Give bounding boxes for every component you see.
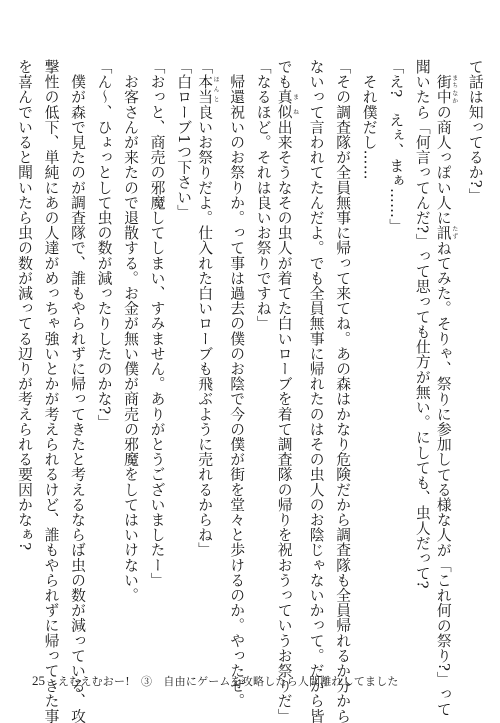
- text-column: を喜んでいると聞いたら虫の数が減ってる辺りが考えられる要因かなぁ?: [16, 59, 33, 551]
- running-title: えむえむおー! ③ 自由にゲームを攻略したら人間離れしてました: [58, 675, 399, 688]
- text-column: お客さんが来たので退散する。お金が無い僕が商売の邪魔をしてはいけない。: [122, 59, 140, 603]
- text-column: ないって言われてたんだよ。でも全員無事に帰れたのはその虫人のお陰じゃないかって。だから皆: [307, 59, 325, 723]
- text-column: 「白ローブ1つ下さい」: [175, 59, 193, 220]
- text-column: [275, 59, 299, 723]
- text-column: 「おっと、商売の邪魔してしまい、すみません。ありがとうございましたー」: [148, 59, 166, 588]
- column-fragment: の商人っぽい人に: [434, 104, 452, 226]
- text-column: [196, 59, 220, 581]
- ruby-word: 真似 まね: [275, 89, 299, 120]
- text-column: 「その調査隊が全員無事に帰って来てね。あの森はかなり危険だから調査隊も全員帰れるか分から: [334, 59, 352, 723]
- text-column: [434, 59, 458, 717]
- text-column: 撃性の低下、単純にあの人達がめっちゃ強いとかが考えられるけど、誰もやられずに帰ってきた事: [42, 59, 60, 723]
- page-number: 25: [32, 673, 45, 688]
- text-column: 「え? えぇ、まぁ……」: [387, 59, 405, 234]
- column-fragment: 出来そうなその虫人が着てた白いローブを着て調査隊の帰りを祝おうっていうお祭りだ」: [275, 119, 293, 723]
- ruby-word: 訊 たず: [434, 225, 458, 241]
- ruby-word: 街中 まちなか: [434, 74, 458, 105]
- text-column: 「ん〜、ひょっとして虫の数が減ったりしたのかな?」: [95, 59, 113, 430]
- column-fragment: ねてみた。そりゃ、祭りに参加してる様な人が「これ何の祭り?」って: [434, 240, 452, 717]
- column-fragment: 良いお祭りだよ。仕入れた白いローブも飛ぶように売れるからね」: [196, 104, 214, 558]
- text-column: て話は知ってるか?」: [466, 59, 484, 204]
- text-column: 「なるほど。それは良いお祭りですね」: [254, 59, 272, 331]
- ruby-word: 本当 ほんと: [196, 74, 220, 105]
- column-fragment: でも: [275, 59, 293, 90]
- column-fragment: 「: [196, 59, 214, 75]
- text-column: 帰還祝いのお祭りか。って事は過去の僕のお陰で今の僕が街を堂々と歩けるのか。やったぜ。: [228, 59, 246, 709]
- column-fragment: [435, 59, 452, 74]
- text-column: 聞いたら「何言ってんだ?」って思っても仕方が無い。にしても、虫人だって?: [413, 59, 431, 589]
- text-column: 僕が森で見たのが調査隊で、誰もやられずに帰ってきたと考えるならば虫の数が減っている、攻: [69, 59, 87, 723]
- page-footer: [32, 673, 399, 689]
- text-column: それ僕だし……: [360, 59, 378, 180]
